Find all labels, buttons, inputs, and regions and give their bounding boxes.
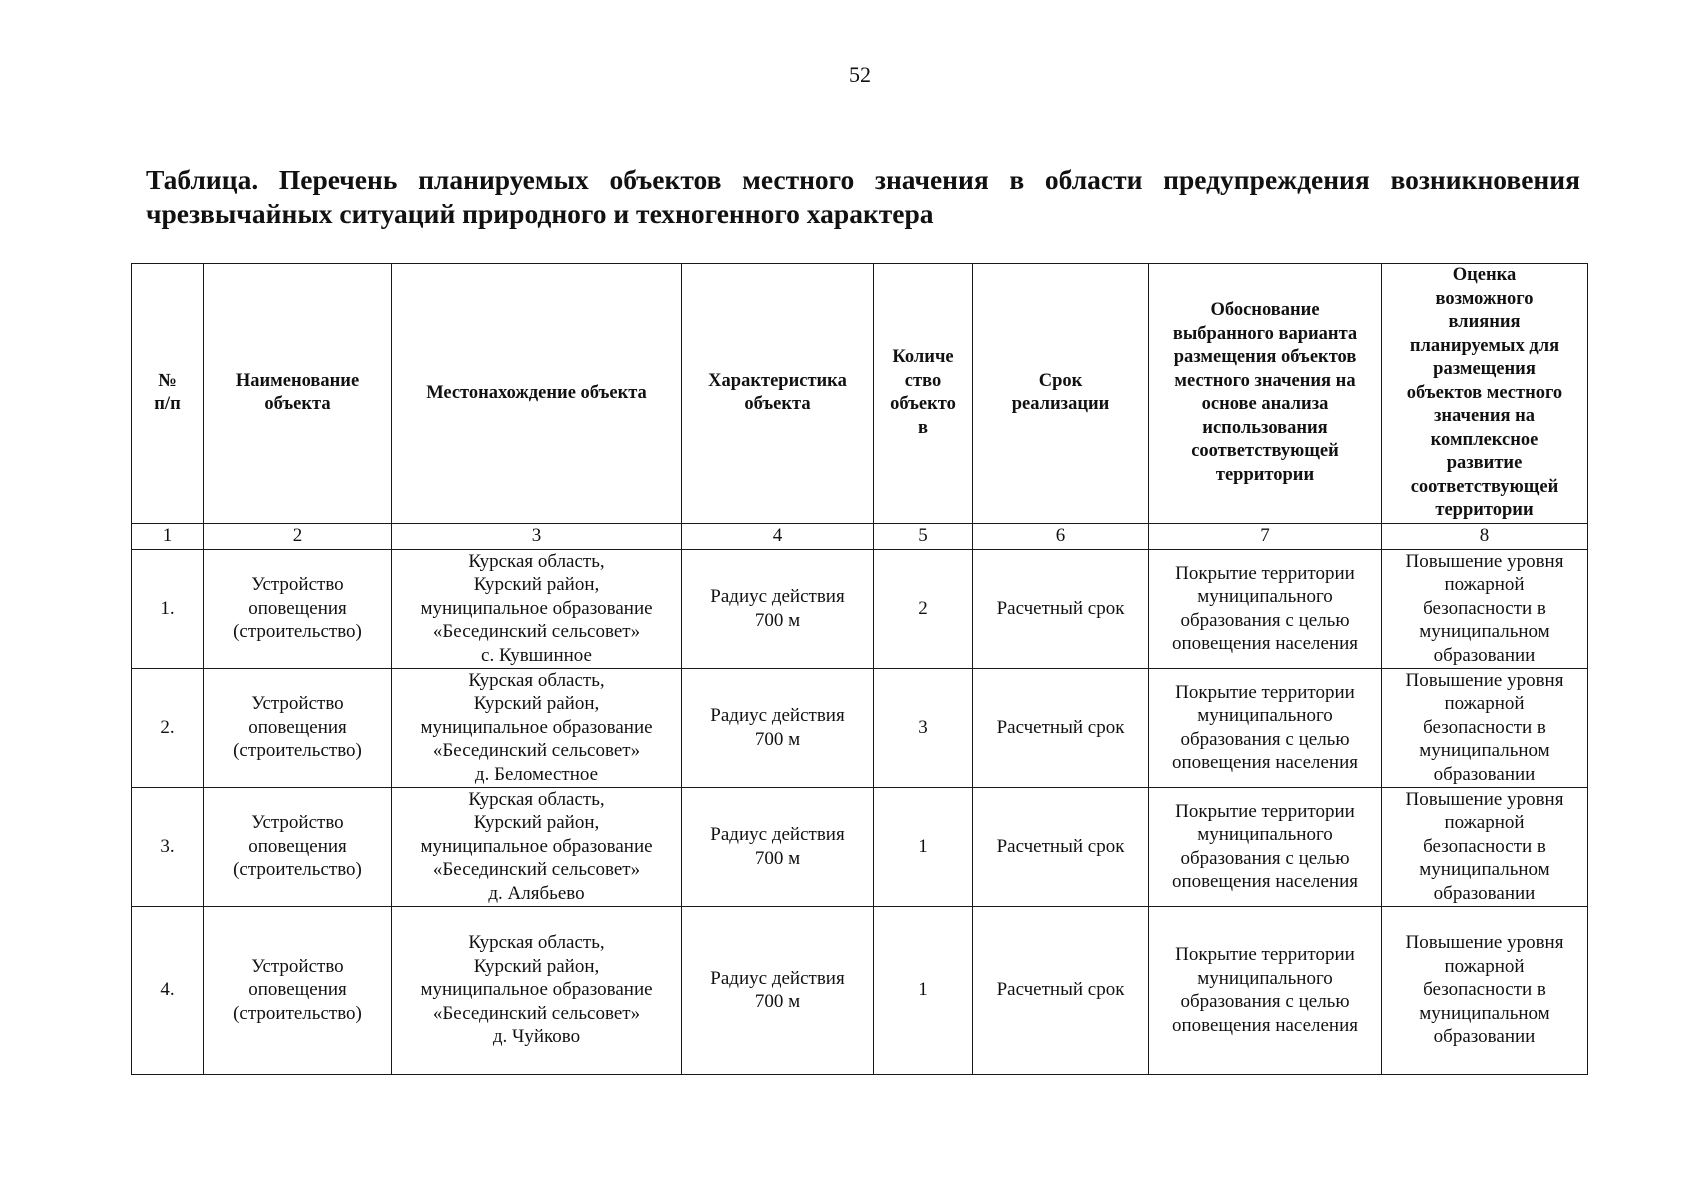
cell-location-line: «Бесединский сельсовет» <box>432 740 641 762</box>
cell-number: 4. <box>132 906 204 1074</box>
cell-name-line: Устройство <box>251 955 344 977</box>
cell-location-line: Курский район, <box>473 693 600 715</box>
cell-location-line: Курский район, <box>473 812 600 834</box>
cell-name-line: (строительство) <box>233 740 362 762</box>
cell-assessment-line: безопасности в <box>1423 716 1546 738</box>
cell-name-line: (строительство) <box>233 621 362 643</box>
cell-location <box>392 906 682 1074</box>
cell-assessment <box>1382 668 1588 787</box>
table-row <box>132 787 1588 906</box>
header-justification <box>1149 264 1382 524</box>
cell-location-line: д. Беломестное <box>474 763 599 785</box>
cell-characteristic-line: Радиус действия <box>710 705 845 726</box>
header-characteristic <box>682 264 874 524</box>
cell-assessment-line: Повышение уровня <box>1405 932 1564 954</box>
cell-assessment-line: образовании <box>1433 882 1536 904</box>
header-assessment-line: влияния <box>1448 312 1521 332</box>
cell-count: 3 <box>874 668 973 787</box>
header-characteristic-line: Характеристика <box>708 370 847 391</box>
cell-justification-line: оповещения населения <box>1171 1014 1359 1036</box>
cell-location-line: «Бесединский сельсовет» <box>432 1002 641 1024</box>
header-justification-line: Обоснование <box>1210 300 1320 321</box>
cell-assessment-line: безопасности в <box>1423 597 1546 619</box>
cell-assessment <box>1382 906 1588 1074</box>
header-justification-line: использования <box>1202 417 1328 438</box>
header-assessment-line: соответствующей <box>1410 476 1559 497</box>
cell-characteristic-line: Радиус действия <box>710 967 845 989</box>
cell-characteristic <box>682 668 874 787</box>
cell-justification-line: оповещения населения <box>1171 871 1359 892</box>
cell-assessment-line: образовании <box>1433 644 1536 666</box>
planned-objects-table <box>131 263 1588 1075</box>
header-count <box>874 264 973 524</box>
cell-assessment <box>1382 549 1588 668</box>
column-number: 8 <box>1382 523 1588 549</box>
cell-term: Расчетный срок <box>973 668 1149 787</box>
header-assessment-line: комплексное <box>1430 429 1539 450</box>
cell-characteristic-line: Радиус действия <box>710 824 845 845</box>
header-name-line: объекта <box>264 394 331 415</box>
cell-name-line: оповещения <box>248 597 347 619</box>
cell-name-line: оповещения <box>248 979 347 1001</box>
cell-justification <box>1149 549 1382 668</box>
table-header-row <box>132 264 1588 524</box>
cell-name-line: Устройство <box>251 693 344 715</box>
header-location <box>392 264 682 524</box>
cell-assessment-line: муниципальном <box>1419 740 1550 762</box>
header-justification-line: основе анализа <box>1201 394 1329 415</box>
cell-justification-line: оповещения населения <box>1171 633 1359 654</box>
cell-location-line: Курская область, <box>468 669 605 691</box>
column-number: 7 <box>1149 523 1382 549</box>
cell-term: Расчетный срок <box>973 549 1149 668</box>
cell-assessment-line: муниципальном <box>1419 859 1550 881</box>
cell-assessment-line: безопасности в <box>1423 979 1546 1001</box>
header-number-line: № <box>158 370 177 391</box>
cell-location-line: Курская область, <box>468 550 605 572</box>
header-assessment-line: развитие <box>1446 453 1523 473</box>
cell-assessment-line: Повышение уровня <box>1405 669 1564 691</box>
header-assessment-line: Оценка <box>1452 265 1517 285</box>
cell-justification <box>1149 906 1382 1074</box>
cell-assessment <box>1382 787 1588 906</box>
cell-location <box>392 668 682 787</box>
cell-location-line: муниципальное образование <box>420 716 653 738</box>
cell-characteristic-line: 700 м <box>754 991 801 1012</box>
cell-term: Расчетный срок <box>973 906 1149 1074</box>
table-row <box>132 906 1588 1074</box>
cell-justification-line: муниципального <box>1197 586 1333 607</box>
cell-number: 2. <box>132 668 204 787</box>
cell-number: 1. <box>132 549 204 668</box>
cell-justification-line: Покрытие территории <box>1175 681 1355 703</box>
header-name-line: Наименование <box>235 370 360 391</box>
cell-name-line: Устройство <box>251 574 344 596</box>
cell-count: 1 <box>874 906 973 1074</box>
header-count-line: в <box>918 417 928 438</box>
cell-term: Расчетный срок <box>973 787 1149 906</box>
table-title: Таблица. Перечень планируемых объектов местного значения в области предупреждения возникновения чрезвычайных ситуаций природного и техногенного характера <box>146 164 1580 229</box>
cell-justification-line: Покрытие территории <box>1175 562 1355 584</box>
header-justification-line: выбранного варианта <box>1172 323 1358 344</box>
cell-justification <box>1149 668 1382 787</box>
header-term <box>973 264 1149 524</box>
cell-assessment-line: пожарной <box>1444 693 1525 715</box>
cell-location-line: «Бесединский сельсовет» <box>432 621 641 643</box>
header-location-line: Местонахождение объекта <box>426 382 647 403</box>
cell-characteristic <box>682 787 874 906</box>
header-number-line: п/п <box>154 394 181 415</box>
header-justification-line: местного значения на <box>1174 370 1356 391</box>
header-justification-line: территории <box>1215 464 1315 485</box>
header-term-line: Срок <box>1038 370 1083 391</box>
column-number: 4 <box>682 523 874 549</box>
header-assessment-line: объектов местного <box>1406 382 1563 403</box>
page-number: 52 <box>849 62 871 87</box>
cell-location-line: с. Кувшинное <box>481 644 592 666</box>
cell-location <box>392 549 682 668</box>
header-assessment-line: значения на <box>1433 406 1536 426</box>
cell-justification-line: муниципального <box>1197 967 1333 989</box>
cell-assessment-line: безопасности в <box>1423 835 1546 857</box>
column-number: 1 <box>132 523 204 549</box>
cell-justification <box>1149 787 1382 906</box>
header-justification-line: соответствующей <box>1191 441 1339 462</box>
header-characteristic-line: объекта <box>744 394 811 415</box>
cell-justification-line: образования с целью <box>1180 847 1350 869</box>
header-term-line: реализации <box>1011 394 1110 415</box>
header-assessment-line: возможного <box>1435 288 1534 309</box>
cell-characteristic-line: 700 м <box>754 728 801 750</box>
header-count-line: Количе <box>892 347 954 368</box>
cell-justification-line: муниципального <box>1197 824 1333 845</box>
column-number: 5 <box>874 523 973 549</box>
cell-justification-line: образования с целью <box>1180 991 1350 1012</box>
cell-count: 1 <box>874 787 973 906</box>
cell-location-line: д. Чуйково <box>492 1026 581 1048</box>
cell-characteristic-line: Радиус действия <box>710 586 845 607</box>
cell-location-line: муниципальное образование <box>420 835 653 857</box>
cell-location-line: муниципальное образование <box>420 597 653 619</box>
cell-characteristic-line: 700 м <box>754 609 801 631</box>
cell-characteristic <box>682 549 874 668</box>
table-row <box>132 668 1588 787</box>
cell-count: 2 <box>874 549 973 668</box>
header-number <box>132 264 204 524</box>
cell-characteristic <box>682 906 874 1074</box>
cell-location-line: Курский район, <box>473 574 600 596</box>
column-number: 2 <box>204 523 392 549</box>
header-count-line: ство <box>904 370 942 391</box>
cell-location-line: Курский район, <box>473 955 600 977</box>
cell-location-line: Курская область, <box>468 788 605 810</box>
header-count-line: объекто <box>890 394 956 415</box>
cell-name <box>204 668 392 787</box>
cell-justification-line: образования с целью <box>1180 728 1350 750</box>
cell-location-line: «Бесединский сельсовет» <box>432 859 641 881</box>
cell-justification-line: оповещения населения <box>1171 752 1359 773</box>
header-name <box>204 264 392 524</box>
cell-assessment-line: пожарной <box>1444 812 1525 834</box>
cell-name <box>204 549 392 668</box>
table-row <box>132 549 1588 668</box>
cell-location-line: муниципальное образование <box>420 979 653 1001</box>
cell-name-line: (строительство) <box>233 1002 362 1024</box>
header-assessment-line: размещения <box>1433 359 1536 379</box>
header-assessment-line: планируемых для <box>1409 335 1560 356</box>
cell-justification-line: муниципального <box>1197 705 1333 726</box>
header-justification-line: размещения объектов <box>1173 347 1357 368</box>
column-number: 6 <box>973 523 1149 549</box>
cell-location <box>392 787 682 906</box>
cell-justification-line: образования с целью <box>1180 609 1350 631</box>
cell-justification-line: Покрытие территории <box>1175 944 1355 965</box>
cell-assessment-line: Повышение уровня <box>1405 788 1564 810</box>
cell-assessment-line: муниципальном <box>1419 1002 1550 1024</box>
cell-name-line: оповещения <box>248 835 347 857</box>
cell-location-line: Курская область, <box>468 932 605 954</box>
cell-number: 3. <box>132 787 204 906</box>
header-assessment <box>1382 264 1588 524</box>
cell-name-line: оповещения <box>248 716 347 738</box>
cell-location-line: д. Алябьево <box>488 882 585 904</box>
cell-assessment-line: муниципальном <box>1419 621 1550 643</box>
cell-assessment-line: образовании <box>1433 1026 1536 1048</box>
cell-name <box>204 906 392 1074</box>
cell-name-line: (строительство) <box>233 859 362 881</box>
cell-assessment-line: образовании <box>1433 763 1536 785</box>
cell-name-line: Устройство <box>251 812 344 834</box>
cell-characteristic-line: 700 м <box>754 847 801 869</box>
cell-assessment-line: пожарной <box>1444 574 1525 596</box>
cell-name <box>204 787 392 906</box>
cell-assessment-line: Повышение уровня <box>1405 550 1564 572</box>
column-number: 3 <box>392 523 682 549</box>
header-assessment-line: территории <box>1435 500 1534 520</box>
column-number-row <box>132 523 1588 549</box>
cell-justification-line: Покрытие территории <box>1175 800 1355 822</box>
cell-assessment-line: пожарной <box>1444 955 1525 977</box>
